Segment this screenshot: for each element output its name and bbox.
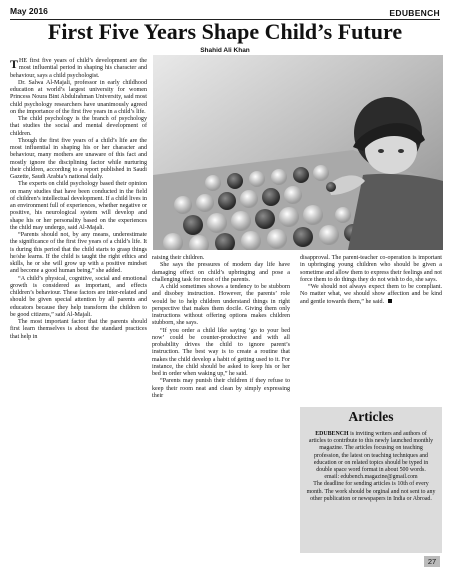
- paragraph: A child sometimes shows a tendency to be stubborn and disobey instruction. However, the parents’ role would be to help children understand things in right perspective that makes them docile. Giving them only instructions without offering options makes children stubborn, she says.: [152, 284, 290, 327]
- child-playing-game-illustration: [153, 55, 443, 250]
- paragraph: “Parents may punish their children if they refuse to keep their room neat and clean by simply expressing their: [152, 378, 290, 399]
- paragraph: “If you order a child like saying ‘go to your bed now’ could be counter-productive and with all probability drives the child to ignore parent’s instruction. The best way is to create a routine that makes the child develop a habit of getting used to it. For instance, the child should be asked to keep his or her bed in order when waking up,” he said.: [152, 327, 290, 377]
- drop-cap: T: [10, 57, 19, 71]
- article-byline: Shahid Ali Khan: [200, 47, 250, 54]
- articles-callout-box: [300, 407, 442, 553]
- article-title: First Five Years Shape Child’s Future: [47, 19, 403, 44]
- callout-body: is inviting writers and authors of articles to contribute to this newly launched monthly magazine. The articles focusing on teaching profession, the latest on teaching techniques and education or on related topics should be typed in double space word format in about 500 words.: [308, 431, 434, 474]
- callout-title: Articles: [348, 409, 394, 424]
- article-column-1: [10, 58, 147, 341]
- paragraph-text: “We should not always expect them to be compliant. No matter what, we should show affection and be kind and gentle towards them,” he said.: [300, 284, 442, 305]
- paragraph: The child psychology is the branch of psychology that studies the social and mental development of children.: [10, 116, 147, 137]
- issue-date: May 2016: [10, 6, 48, 16]
- paragraph: “A child’s physical, cognitive, social and emotional growth is considered as important, and effects children’s behaviour. These factors are inter-related and should be given special attention by all parents and educators because they help transform the children to be good citizens,” said Al-Majali.: [10, 275, 147, 318]
- paragraph: The experts on child psychology based their opinion on many studies that have been conducted in the field of children’s intellectual development. If a child lives in an environment full of experiences, whether negative or positive, his neurological system will develop and shape his or her personality based on the experiences the child may undergo, said Al-Majali.: [10, 181, 147, 231]
- paragraph: Dr. Salwa Al-Majali, professor in early childhood education at world’s largest university for women Princess Noura Bint Abdulrahman University, said most child psychology researchers have unanimously agreed on the importance of the first five years in a child’s life.: [10, 79, 147, 115]
- article-column-3: [300, 255, 442, 306]
- page-number: 27: [424, 556, 440, 567]
- paragraph: [10, 58, 147, 80]
- article-photo: [153, 55, 443, 250]
- callout-deadline: The deadline for sending articles is 10th of every month. The work should be orginal and not sent to any other publication or newspapers in India or Abroad.: [306, 481, 436, 502]
- paragraph: disapproval. The parent-teacher co-operation is important in upbringing young children who should be given a sometime and allow them to express their feelings and not force them to do things they do not wish to do, she says.: [300, 255, 442, 283]
- paragraph: [300, 284, 442, 306]
- magazine-name: EDUBENCH: [389, 8, 440, 18]
- paragraph: Though the first five years of a child’s life are the most influential in shaping his or her character and behaviour, many mothers are unaware of this fact and mostly ignore the disciplining factor while nurturing their children, according to a report published in Saudi Gazette, Saudi Arabia’s national daily.: [10, 137, 147, 180]
- paragraph: “Parents should not, by any means, underestimate the significance of the first five years of a child’s life. It is during this period that the child starts to grasp things he/she learns. If the child is taught the right ethics and skills, he or she will grow up with a positive mindset and become a good human being,” she added.: [10, 232, 147, 275]
- article-column-2: [152, 255, 290, 400]
- paragraph: She says the pressures of modern day life have damaging effect on child’s upbringing and pose a challenging task for most of the parents.: [152, 262, 290, 283]
- callout-text: [306, 431, 436, 503]
- callout-email[interactable]: email: edubench.magazine@gmail.com: [324, 474, 418, 481]
- end-of-article-mark: [388, 299, 392, 303]
- paragraph-text: HE first five years of child’s development are the most influential period in shaping his character and behaviour, says a child psychologist.: [10, 58, 147, 79]
- paragraph: The most important factor that the parents should first learn themselves is about the standard practices that help in: [10, 319, 147, 340]
- callout-brand: EDUBENCH: [315, 431, 349, 437]
- paragraph: raising their children.: [152, 255, 205, 261]
